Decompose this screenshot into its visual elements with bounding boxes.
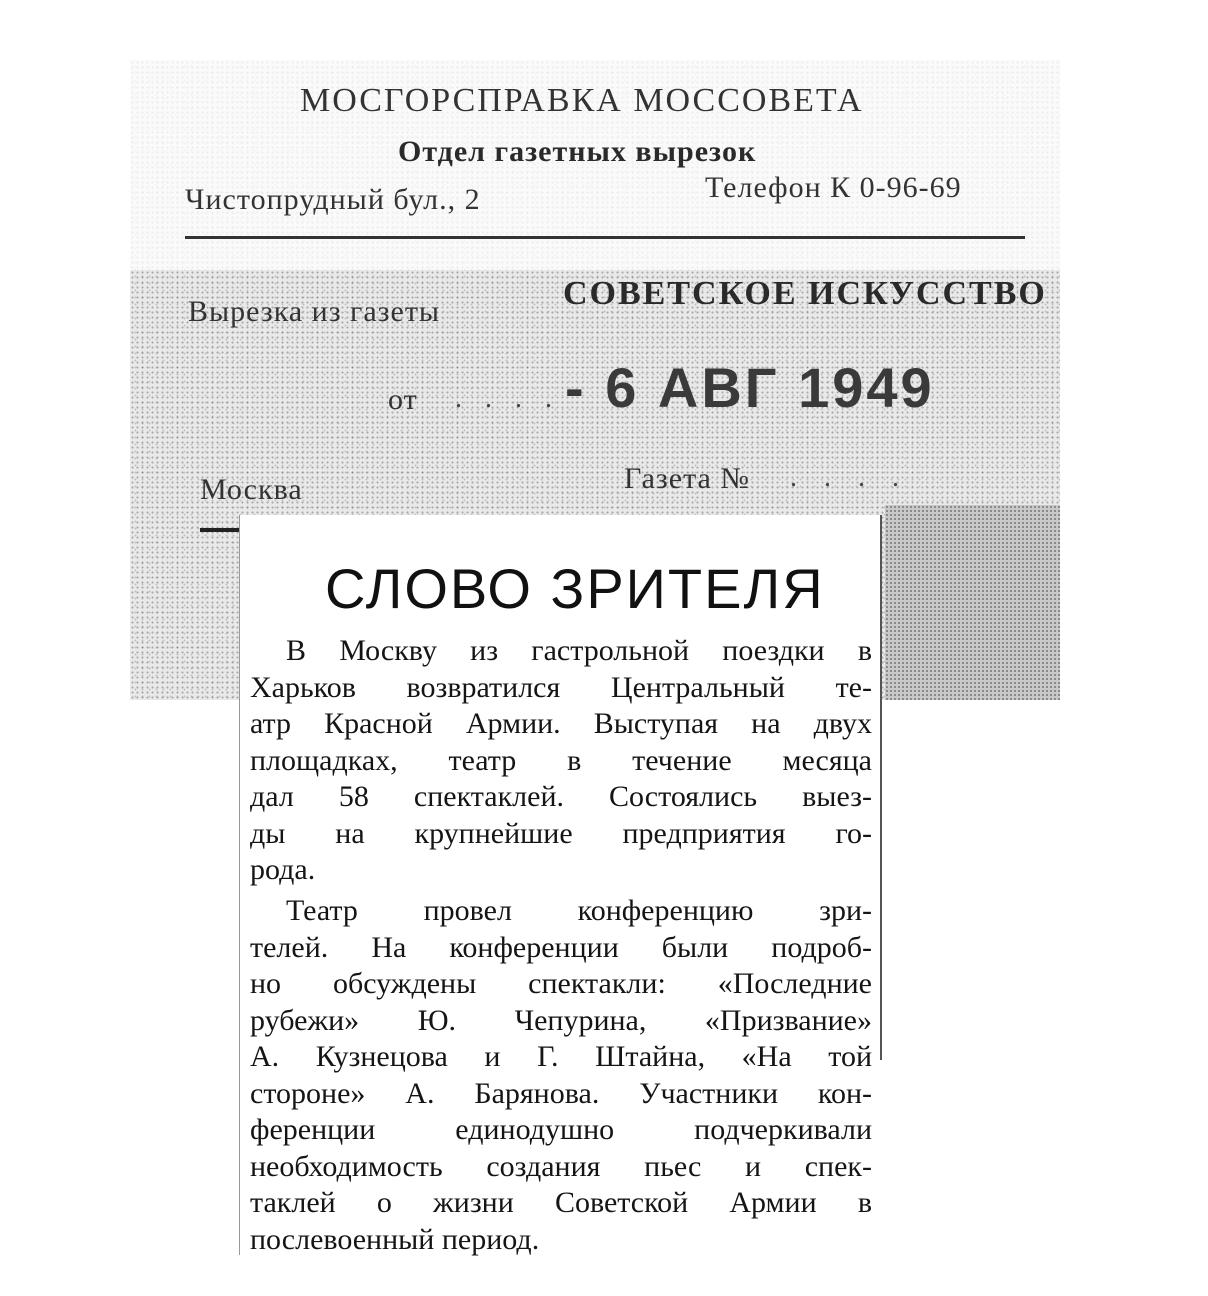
paragraph-line: площадках, театр в течение месяца xyxy=(250,743,872,777)
clipping-edge-left xyxy=(239,515,240,1255)
article-headline: СЛОВО ЗРИТЕЛЯ xyxy=(325,557,825,620)
paper-number-label: Газета № xyxy=(624,462,750,495)
article-paragraph-2 xyxy=(250,893,872,1258)
city-underline xyxy=(200,528,240,532)
org-name: МОСГОРСПРАВКА МОССОВЕТА xyxy=(300,82,864,119)
card-shadow-texture xyxy=(885,505,1060,700)
paragraph-line: А. Кузнецова и Г. Штайна, «На той xyxy=(250,1040,872,1073)
date-stamp: - 6 АВГ 1949 xyxy=(565,356,935,419)
newspaper-name: СОВЕТСКОЕ ИСКУССТВО xyxy=(563,275,1047,312)
paragraph-line: атр Красной Армии. Выступая на двух xyxy=(250,707,872,740)
paragraph-line: но обсуждены спектакли: «Последние xyxy=(250,967,872,1000)
paragraph-line: дал 58 спектаклей. Состоялись выез- xyxy=(250,780,872,813)
paragraph-line: рубежи» Ю. Чепурина, «Призвание» xyxy=(250,1003,872,1037)
paragraph-line: таклей о жизни Советской Армии в xyxy=(250,1186,872,1219)
paragraph-line: Харьков возвратился Центральный те- xyxy=(250,670,872,704)
header-divider xyxy=(185,236,1025,239)
paragraph-line: ференции единодушно подчеркивали xyxy=(250,1113,872,1146)
department-name: Отдел газетных вырезок xyxy=(398,135,757,168)
paragraph-line: стороне» А. Барянова. Участники кон- xyxy=(250,1076,872,1110)
paragraph-line: Театр провел конференцию зри- xyxy=(286,894,872,927)
clipping-source-label: Вырезка из газеты xyxy=(188,295,441,328)
date-label: от xyxy=(388,383,418,416)
paragraph-line: ды на крупнейшие предприятия го- xyxy=(250,816,872,850)
clipping-edge-right xyxy=(880,515,882,1060)
paragraph-line: необходимость создания пьес и спек- xyxy=(250,1149,872,1183)
date-leader-dots: . . . . xyxy=(455,383,560,414)
article-paragraph-1 xyxy=(250,633,872,889)
paper-number-dots: . . . . xyxy=(790,462,909,493)
city-label: Москва xyxy=(200,473,303,506)
phone-number: Телефон К 0-96-69 xyxy=(705,171,962,204)
paragraph-line: телей. На конференции были подроб- xyxy=(250,930,872,964)
address: Чистопрудный бул., 2 xyxy=(185,183,481,216)
paragraph-line: рода. xyxy=(250,853,316,886)
paragraph-line: послевоенный период. xyxy=(250,1222,540,1256)
paragraph-line: В Москву из гастрольной поездки в xyxy=(286,634,872,667)
